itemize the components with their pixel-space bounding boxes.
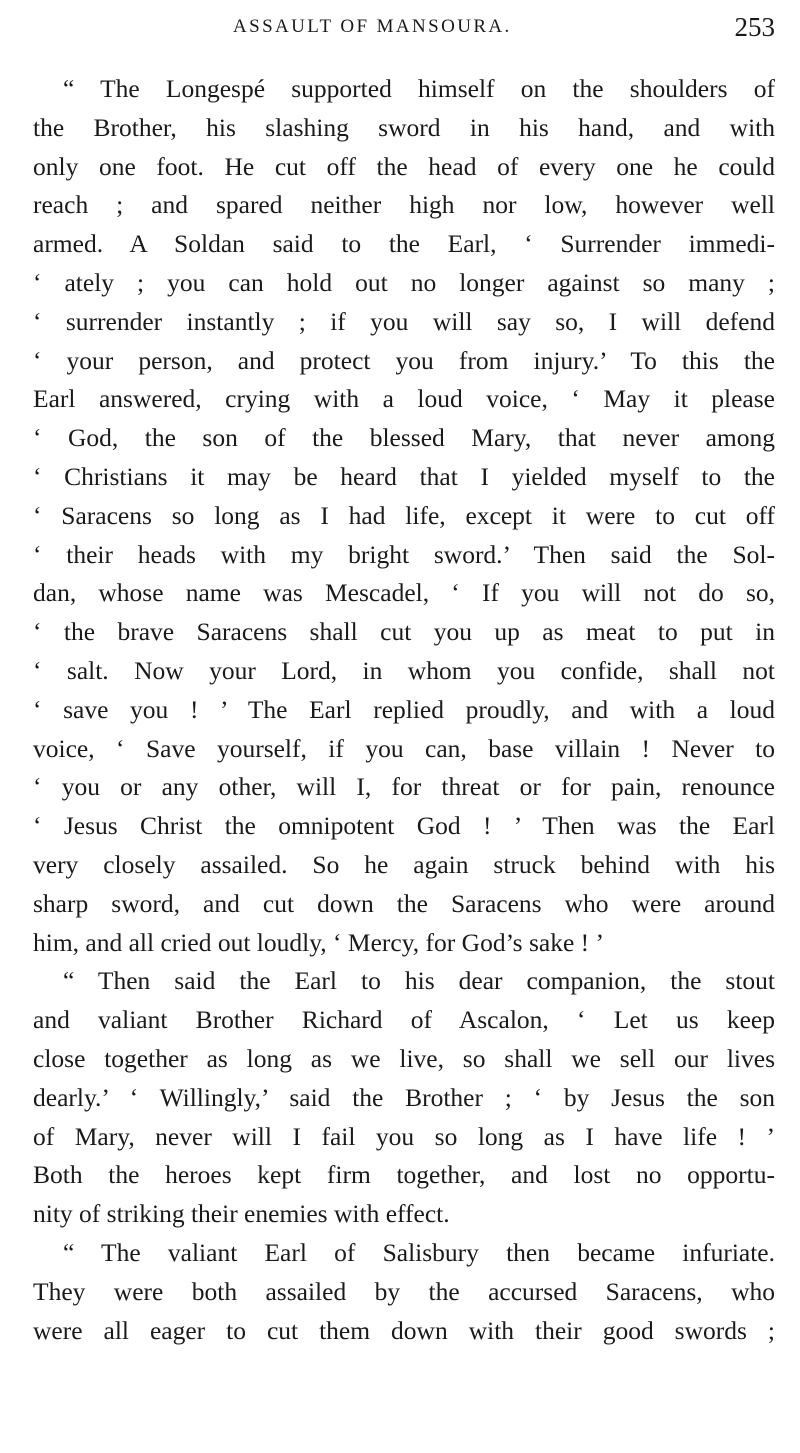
text-line: dearly.’ ‘ Willingly,’ said the Brother ; ‘ by Jesus the son <box>33 1082 775 1112</box>
text-line: ‘ surrender instantly ; if you will say so, I will defend <box>33 306 775 336</box>
text-line: ‘ Christians it may be heard that I yielded myself to the <box>33 461 775 491</box>
text-line: “ Then said the Earl to his dear companion, the stout <box>63 966 775 996</box>
text-line: Earl answered, crying with a loud voice, ‘ May it please <box>33 384 775 414</box>
text-line: ‘ their heads with my bright sword.’ Then said the Sol- <box>33 539 775 569</box>
text-line: ‘ Saracens so long as I had life, except it were to cut off <box>33 500 775 530</box>
text-line: “ The Longespé supported himself on the shoulders of <box>63 74 775 103</box>
body-text <box>33 70 775 1350</box>
text-line: were all eager to cut them down with their good swords ; <box>33 1315 775 1345</box>
text-line: ‘ Jesus Christ the omnipotent God ! ’ Then was the Earl <box>33 811 775 841</box>
text-line: very closely assailed. So he again struck behind with his <box>33 849 775 879</box>
text-line: voice, ‘ Save yourself, if you can, base villain ! Never to <box>33 733 775 763</box>
text-line: the Brother, his slashing sword in his hand, and with <box>33 112 775 142</box>
paragraph-3 <box>33 1234 775 1350</box>
text-line: ‘ save you ! ’ The Earl replied proudly, and with a loud <box>33 694 775 724</box>
text-line: reach ; and spared neither high nor low, however well <box>33 190 775 220</box>
text-line: They were both assailed by the accursed Saracens, who <box>33 1276 775 1306</box>
text-line: “ The valiant Earl of Salisbury then became infuriate. <box>63 1237 775 1267</box>
text-line: nity of striking their enemies with effect. <box>33 1199 450 1229</box>
running-title: ASSAULT OF MANSOURA. <box>233 16 512 37</box>
text-line: of Mary, never will I fail you so long as I have life ! ’ <box>33 1121 775 1151</box>
text-line: dan, whose name was Mescadel, ‘ If you will not do so, <box>33 578 775 608</box>
text-line: and valiant Brother Richard of Ascalon, ‘ Let us keep <box>33 1005 775 1035</box>
text-line: Both the heroes kept firm together, and lost no opportu- <box>33 1160 775 1190</box>
paragraph-1 <box>33 70 775 962</box>
text-line: ‘ ately ; you can hold out no longer against so many ; <box>33 267 775 297</box>
text-line: ‘ the brave Saracens shall cut you up as meat to put in <box>33 617 775 647</box>
text-line: only one foot. He cut off the head of every one he could <box>33 151 775 181</box>
text-line: him, and all cried out loudly, ‘ Mercy, for God’s sake ! ’ <box>33 927 604 957</box>
text-line: ‘ God, the son of the blessed Mary, that never among <box>33 423 775 453</box>
text-line: armed. A Soldan said to the Earl, ‘ Surrender immedi- <box>33 229 775 259</box>
text-line: ‘ salt. Now your Lord, in whom you confide, shall not <box>33 655 775 685</box>
page-number: 253 <box>734 12 775 42</box>
paragraph-2 <box>33 962 775 1234</box>
text-line: close together as long as we live, so shall we sell our lives <box>33 1043 775 1073</box>
text-line: ‘ you or any other, will I, for threat or for pain, renounce <box>33 772 775 802</box>
running-head <box>33 12 775 46</box>
text-line: ‘ your person, and protect you from injury.’ To this the <box>33 345 775 375</box>
text-line: sharp sword, and cut down the Saracens who were around <box>33 888 775 918</box>
